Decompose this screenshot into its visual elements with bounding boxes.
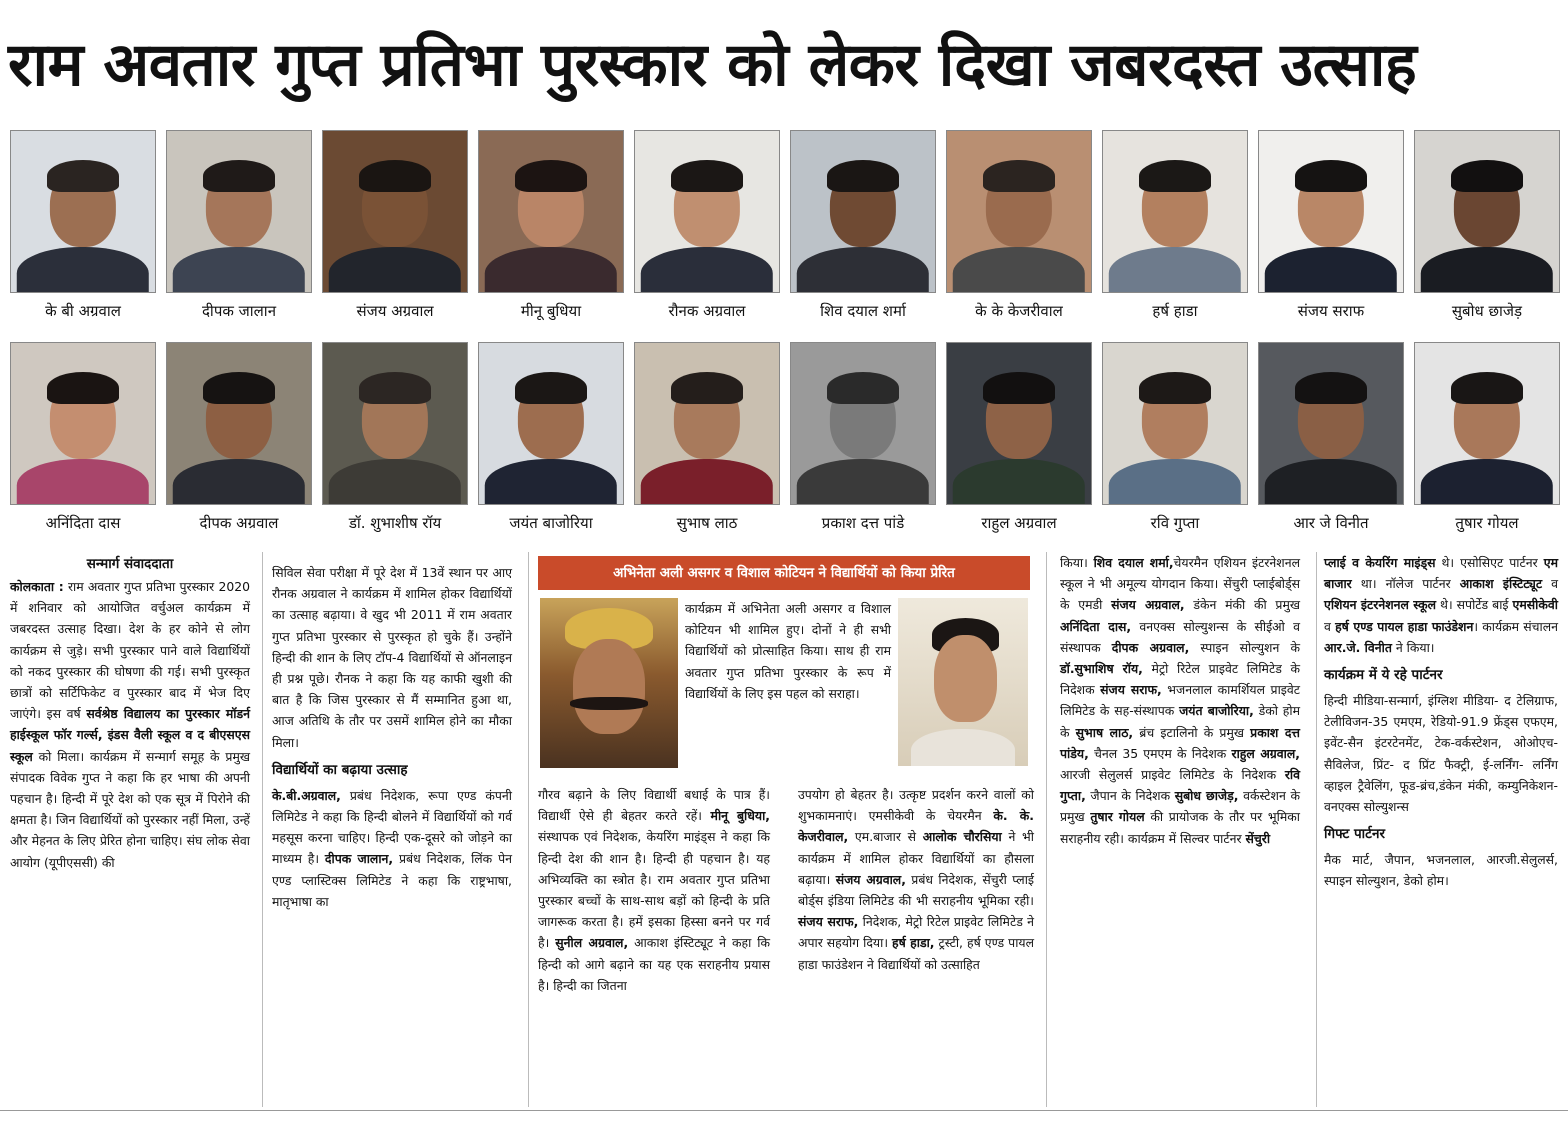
text-run: चेयरमैन एशियन इंटरनेशनल स्कूल ने भी अमूल्य योगदान किया। सेंचुरी प्लाईबोर्ड्स के एमडी (1060, 555, 1300, 613)
text-run: आरजी सेलुलर्स प्राइवेट लिमिटेड के निदेशक (1060, 767, 1285, 783)
text-run: गौरव बढ़ाने के लिए विद्यार्थी बधाई के पात्र हैं। विद्यार्थी ऐसे ही बेहतर करते रहें। (538, 787, 770, 824)
text-run: ट्रस्टी, हर्ष एण्ड पायल हाडा फाउंडेशन ने विद्यार्थियों को उत्साहित (798, 935, 1034, 972)
portrait-photo (166, 342, 312, 505)
article-paragraph (10, 576, 250, 873)
dateline: कोलकाता : (10, 579, 64, 594)
portrait-photo (790, 130, 936, 293)
portrait-photo (946, 342, 1092, 505)
text-run: किया। (1060, 555, 1094, 570)
article-paragraph: सिविल सेवा परीक्षा में पूरे देश में 13वें स्थान पर आए रौनक अग्रवाल ने कार्यक्रम में शामिल होकर विद्यार्थियों का उत्साह बढ़ाया। वे खुद भी 2011 में राम अवतार गुप्त प्रतिभा पुरस्कार से पुरस्कृत हो चुके हैं। उन्होंने हिन्दी की शान के लिए टॉप-4 विद्यार्थियों से ऑनलाइन ही प्रश्न पूछे। रौनक ने कहा कि यह काफी खुशी की बात है कि जिस पुरस्कार से मैं सम्मानित हुआ था, आज अतिथि के तौर पर उसमें शामिल होने का मौका मिला। (272, 565, 512, 750)
portrait-photo (634, 130, 780, 293)
portrait-photo (166, 130, 312, 293)
text-run: को मिला। कार्यक्रम में सन्मार्ग समूह के प्रमुख संपादक विवेक गुप्त ने कहा कि हर भाषा की अपनी पहचान है। हिन्दी में पूरे देश को एक सूत्र में पिरोने की क्षमता है। जिन विद्यार्थियों को पुरस्कार नहीं मिला, उन्हें और मेहनत के लिए प्रेरित होना चाहिए। संघ लोक सेवा आयोग (यूपीएससी) की (10, 748, 250, 870)
portrait-caption: रौनक अग्रवाल (668, 302, 746, 320)
portrait (166, 130, 312, 322)
bottom-rule (0, 1110, 1568, 1111)
portrait-photo (478, 342, 624, 505)
bold-run: आर.जे. विनीत (1324, 639, 1392, 655)
portrait (166, 342, 312, 534)
bold-run: राहुल अग्रवाल, (1231, 745, 1300, 761)
bold-run: सुभाष लाठ, (1075, 724, 1134, 740)
text-run: ने भी कार्यक्रम में शामिल होकर विद्यार्थियों का हौसला बढ़ाया। (798, 829, 1034, 887)
text-run: था। नॉलेज पार्टनर (1351, 576, 1460, 592)
portrait-photo (1102, 342, 1248, 505)
actor-photo-vishal-kotian (898, 598, 1028, 766)
column-rule (528, 552, 529, 1107)
bold-run: रवि गुप्ता, (1060, 767, 1300, 804)
portrait (1414, 130, 1560, 322)
portrait (478, 342, 624, 534)
portrait (634, 130, 780, 322)
portrait-row-2 (10, 342, 1560, 534)
portrait-caption: शिव दयाल शर्मा (820, 302, 906, 320)
article-column-1 (10, 552, 250, 873)
bold-run: तुषार गोयल (1090, 809, 1145, 825)
portrait-photo (478, 130, 624, 293)
article-column-2 (272, 562, 512, 912)
article-paragraph (272, 785, 512, 912)
text-run: प्रबंध निदेशक, सेंचुरी प्लाई बोर्ड्स इंडिया लिमिटेड की भी सराहनीय भूमिका रही। (798, 871, 1034, 909)
bold-run: एशियन इंटरनेशनल स्कूल (1324, 597, 1437, 613)
portrait (478, 130, 624, 322)
article-paragraph (538, 784, 770, 996)
bold-run: हर्ष एण्ड पायल हाडा फाउंडेशन (1335, 618, 1474, 634)
portrait-caption: सुबोध छाजेड़ (1451, 302, 1523, 320)
text-run: थे। सपोर्टेड बाई (1436, 597, 1513, 613)
bold-run: दीपक अग्रवाल, (1111, 639, 1190, 655)
sidebar-banner: अभिनेता अली असगर व विशाल कोटियन ने विद्यार्थियों को किया प्रेरित (538, 556, 1030, 590)
text-run: व (1324, 618, 1336, 634)
gift-partners-list: मैक मार्ट, जैपान, भजनलाल, आरजी.सेलुलर्स, स्पाइन सोल्युशन, डेको होम। (1324, 852, 1558, 889)
portrait (1258, 342, 1404, 534)
portrait (790, 342, 936, 534)
text-run: ब्रंच इटालिनो के प्रमुख (1133, 724, 1251, 740)
bold-run: आलोक चौरसिया (922, 829, 1002, 845)
portrait (1102, 130, 1248, 322)
portrait (634, 342, 780, 534)
bold-run: संजय सराफ, (1100, 682, 1162, 698)
text-run: उपयोग हो बेहतर है। उत्कृष्ट प्रदर्शन करने वालों को शुभकामनाएं। एमसीकेवी के चेयरमैन (798, 787, 1034, 824)
actor-photo-ali-asgar (540, 598, 678, 768)
text-run: चैनल 35 एमएम के निदेशक (1088, 745, 1232, 761)
portrait-caption: आर जे विनीत (1293, 514, 1369, 532)
text-run: स्पाइन सोल्युशन के (1189, 639, 1300, 655)
portrait-caption: दीपक जालान (201, 302, 277, 320)
portrait-photo (322, 130, 468, 293)
bold-run: दीपक जालान, (324, 851, 394, 867)
bold-run: सुबोध छाजेड़, (1174, 788, 1239, 804)
portrait-photo (1258, 130, 1404, 293)
portrait-caption: हर्ष हाडा (1152, 302, 1198, 320)
portrait-caption: रवि गुप्ता (1150, 514, 1200, 532)
subheading: विद्यार्थियों का बढ़ाया उत्साह (272, 761, 408, 778)
text-run: वनएक्स सोल्युशन्स के सीईओ व संस्थापक (1060, 618, 1300, 655)
portrait-photo (1414, 342, 1560, 505)
bold-run: शिव दयाल शर्मा, (1093, 555, 1174, 570)
text-run: प्रबंध निदेशक, रूपा एण्ड कंपनी लिमिटेड ने कहा कि हिन्दी बोलने में विद्यार्थियों को गर्व महसूस करना चाहिए। हिन्दी एक-दूसरे को जोड़ने का माध्यम है। (272, 787, 512, 867)
bold-run: सर्वश्रेष्ठ विद्यालय का पुरस्कार मॉडर्न हाईस्कूल फॉर गर्ल्स, इंडस वैली स्कूल व द बीएसएस स्कूल (10, 706, 250, 764)
portrait (322, 342, 468, 534)
bold-run: सुनील अग्रवाल, (555, 935, 629, 951)
portrait-row-1 (10, 130, 1560, 322)
portrait-caption: सुभाष लाठ (676, 514, 738, 532)
portrait-caption: डॉ. शुभाशीष रॉय (348, 514, 442, 532)
portrait-photo (10, 342, 156, 505)
portrait-photo (1414, 130, 1560, 293)
bold-run: संजय अग्रवाल, (835, 871, 906, 887)
bold-run: डॉ.सुभाशिष रॉय, (1060, 661, 1143, 677)
portrait (790, 130, 936, 322)
text-run: की प्रायोजक के तौर पर भूमिका सराहनीय रही। कार्यक्रम में सिल्वर पार्टनर (1060, 809, 1300, 846)
bold-run: अनिंदिता दास, (1060, 618, 1132, 634)
portrait (1414, 342, 1560, 534)
portrait-caption: तुषार गोयल (1455, 514, 1519, 532)
bold-run: एम बाजार (1324, 555, 1558, 592)
portrait-caption: राहुल अग्रवाल (981, 514, 1057, 532)
article-paragraph (798, 784, 1034, 975)
portrait-caption: दीपक अग्रवाल (199, 514, 279, 532)
bold-run: संजय अग्रवाल, (1111, 597, 1185, 613)
subheading: गिफ्ट पार्टनर (1324, 826, 1385, 843)
bold-run: के.बी.अग्रवाल, (272, 787, 341, 803)
bold-run: सेंचुरी (1245, 830, 1271, 846)
bold-run: जयंत बाजोरिया, (1179, 703, 1254, 719)
portrait (10, 130, 156, 322)
article-paragraph (1060, 552, 1300, 849)
bold-run: संजय सराफ, (798, 914, 859, 930)
bold-run: के. के. केजरीवाल, (798, 808, 1035, 845)
article-column-3 (538, 784, 770, 996)
bold-run: प्रकाश दत्त पांडेय, (1060, 724, 1300, 761)
text-run: डेको होम के (1060, 703, 1300, 740)
portrait-caption: संजय सराफ (1297, 302, 1365, 320)
partners-list: हिन्दी मीडिया-सन्मार्ग, इंग्लिश मीडिया- द टेलिग्राफ, टेलीविजन-35 एमएम, रेडियो-91.9 फ्रेंड्स एफएम, इवेंट-सैन इंटरटेनमेंट, टेक-वर्कस्टेशन, ओओएच-सैविलेज, प्रिंट- द प्रिंट फैक्ट्री, ई-लर्निंग- लर्निंग व्हाइल ट्रैवेलिंग, फूड-ब्रंच,डंकेन मंकी, कम्युनिकेशन- वनएक्स सोल्युशन्स (1324, 693, 1558, 815)
portrait-photo (946, 130, 1092, 293)
bold-run: प्लाई व केयरिंग माइंड्स (1324, 555, 1436, 570)
bold-run: आकाश इंस्टिट्यूट (1459, 576, 1543, 592)
portrait (1258, 130, 1404, 322)
portrait-photo (790, 342, 936, 505)
text-run: । कार्यक्रम संचालन (1473, 618, 1558, 634)
text-run: व (1542, 576, 1559, 592)
article-column-6 (1324, 552, 1558, 892)
text-run: डंकेन मंकी की प्रमुख (1184, 597, 1301, 613)
text-run: प्रबंध निदेशक, लिंक पेन एण्ड प्लास्टिक्स लिमिटेड ने कहा कि राष्ट्रभाषा, मातृभाषा का (272, 851, 512, 909)
portrait (10, 342, 156, 534)
text-run: मेट्रो रिटेल प्राइवेट लिमिटेड के निदेशक (1060, 661, 1300, 698)
column-rule (1316, 552, 1317, 1107)
column-rule (262, 552, 263, 1107)
portrait-photo (1258, 342, 1404, 505)
portrait-caption: मीनू बुधिया (520, 302, 582, 320)
portrait (322, 130, 468, 322)
text-run: भजनलाल कामर्शियल प्राइवेट लिमिटेड के सह-संस्थापक (1060, 682, 1301, 719)
headline: राम अवतार गुप्त प्रतिभा पुरस्कार को लेकर दिखा जबरदस्त उत्साह (8, 30, 1417, 100)
portrait-caption: अनिंदिता दास (45, 514, 121, 532)
text-run: थे। एसोसिएट पार्टनर (1435, 555, 1544, 570)
portrait-photo (322, 342, 468, 505)
portrait-caption: प्रकाश दत्त पांडे (821, 514, 905, 532)
portrait-caption: संजय अग्रवाल (356, 302, 434, 320)
text-run: ने किया। (1391, 639, 1435, 655)
sidebar-text: कार्यक्रम में अभिनेता अली असगर व विशाल कोटियन भी शामिल हुए। दोनों ने ही सभी विद्यार्थियों को प्रोत्साहित किया। साथ ही राम अवतार गुप्त प्रतिभा पुरस्कार के रूप में विद्यार्थियों के लिए इस पहल को सराहा। (685, 601, 891, 701)
text-run: आकाश इंस्टिट्यूट ने कहा कि हिन्दी को आगे बढ़ाने का यह एक सराहनीय प्रयास है। हिन्दी का जितना (538, 935, 770, 993)
portrait-caption: जयंत बाजोरिया (509, 514, 593, 532)
article-column-5 (1060, 552, 1300, 849)
bold-run: मीनू बुधिया, (710, 808, 770, 824)
bold-run: एमसीकेवी (1512, 597, 1558, 613)
text-run: राम अवतार गुप्त प्रतिभा पुरस्कार 2020 में शनिवार को आयोजित वर्चुअल कार्यक्रम में जबरदस्त उत्साह दिखा। देश के हर कोने से लोग कार्यक्रम से जुड़े। सभी पुरस्कार पाने वाले विद्यार्थियों को नकद पुरस्कार की घोषणा की गई। सभी पुरस्कृत छात्रों को सर्टिफिकेट व पुरस्कार बाद में भेज दिए जाएंगे। इस वर्ष (10, 579, 250, 722)
portrait (946, 130, 1092, 322)
text-run: वर्कस्टेशन के प्रमुख (1060, 788, 1300, 825)
portrait-caption: के बी अग्रवाल (45, 302, 121, 320)
bold-run: हर्ष हाडा, (892, 935, 935, 951)
portrait-caption: के के केजरीवाल (975, 302, 1063, 320)
column-rule (1046, 552, 1047, 1107)
subheading: कार्यक्रम में ये रहे पार्टनर (1324, 667, 1443, 684)
text-run: जैपान के निदेशक (1085, 788, 1175, 804)
byline: सन्मार्ग संवाददाता (86, 556, 174, 572)
article-paragraph (1324, 552, 1558, 658)
article-column-4 (798, 784, 1034, 975)
portrait (946, 342, 1092, 534)
text-run: संस्थापक एवं निदेशक, केयरिंग माइंड्स ने कहा कि हिन्दी देश की शान है। हिन्दी ही पहचान है। यह अभिव्यक्ति का स्त्रोत है। राम अवतार गुप्त प्रतिभा पुरस्कार बच्चों के साथ-साथ बड़ों को हिन्दी के प्रति जागरूक करता है। हमें इसका हिस्सा बनने पर गर्व है। (538, 829, 770, 951)
portrait-photo (634, 342, 780, 505)
text-run: एम.बाजार से (848, 829, 923, 845)
portrait (1102, 342, 1248, 534)
text-run: निदेशक, मेट्रो रिटेल प्राइवेट लिमिटेड ने अपार सहयोग दिया। (798, 914, 1035, 951)
portrait-photo (1102, 130, 1248, 293)
portrait-photo (10, 130, 156, 293)
